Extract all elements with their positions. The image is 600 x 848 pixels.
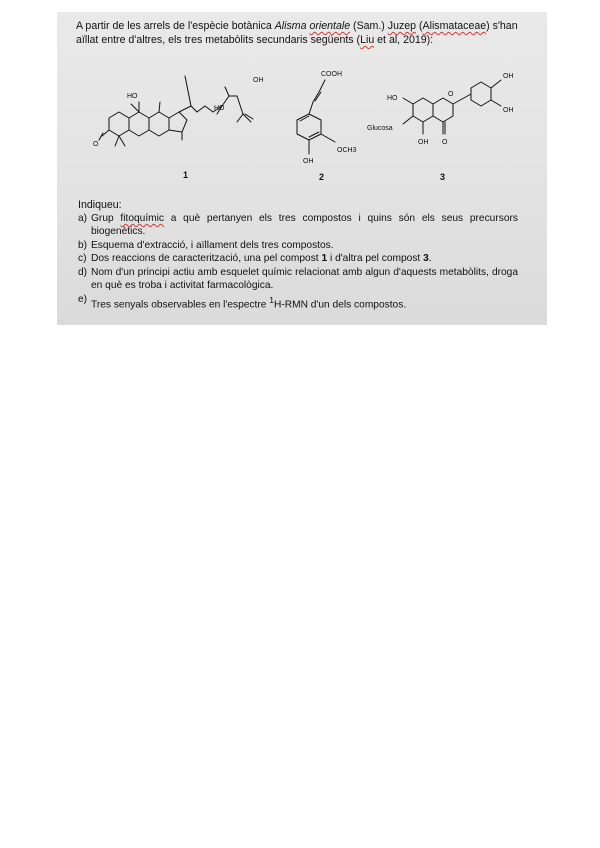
label-c1-ho-top: HO [127,93,138,100]
structure-1-skeleton [99,76,253,146]
label-c3-oh-top: OH [503,73,514,80]
label-c1-o: O [93,141,99,148]
chemical-structures [57,62,547,190]
intro-text: ) s'han aïllat entre d'altres, els tres metabòlits secundaris següents ( [76,20,518,46]
label-c2-cooh: COOH [321,71,342,78]
label-c3-o-carbonyl: O [442,139,448,146]
question-letter: e) [78,293,88,305]
species-epithet: orientale [309,20,351,32]
label-c2-och3: OCH3 [337,147,357,154]
label-c3-ho: HO [387,95,398,102]
question-letter: c) [78,253,87,265]
question-letter: b) [78,239,88,251]
question-text: Tres senyals observables en l'espectre $^1$H-RMN d'un dels compostos. [91,294,407,311]
question-item [78,294,518,312]
question-text: Grup fitoquímic a què pertanyen els tres compostos i quins són els seus precursors biogenètics. [91,213,518,237]
questions-title: Indiqueu: [78,199,122,211]
citation-author: Liu [360,34,375,46]
structure-number-1: 1 [183,170,189,180]
intro-text: ( [416,20,423,32]
structure-3-skeleton [403,80,501,134]
question-item [78,213,518,239]
question-text: Esquema d'extracció, i aïllament dels tres compostos. [91,239,334,251]
question-item [78,253,518,266]
label-c3-oh-right: OH [503,107,514,114]
structure-number-3: 3 [440,172,446,182]
underlined-word: fitoquímic [120,213,165,224]
question-item [78,240,518,253]
author-name: Juzep [387,20,417,32]
family-name: Alismataceae [422,20,487,32]
question-letter: a) [78,213,88,224]
species-name: Alisma [274,20,310,32]
question-letter: d) [78,267,88,279]
structure-number-2: 2 [319,172,325,182]
label-c2-oh: OH [303,158,314,165]
intro-text: et al, 2019): [374,34,434,46]
question-text: Dos reaccions de caracterització, una pel compost 1 i d'altra pel compost 3. [91,253,432,265]
intro-paragraph [76,19,534,47]
question-text: Nom d'un principi actiu amb esquelet químic relacionat amb algun d'aquests metabòlits, droga en què es troba i activitat farmacològica. [91,267,518,291]
label-c3-glucosa: Glucosa [367,125,393,132]
questions-list [78,213,518,313]
label-c1-ho-chain: HO [214,105,225,112]
label-c3-oh-bottom: OH [418,139,429,146]
intro-text: A partir de les arrels de l'espècie botànica [76,20,275,32]
structure-2-skeleton [297,80,335,154]
intro-text: (Sam.) [350,20,388,32]
label-c3-o-ring: O [448,91,454,98]
label-c1-oh: OH [253,77,264,84]
question-item [78,267,518,293]
